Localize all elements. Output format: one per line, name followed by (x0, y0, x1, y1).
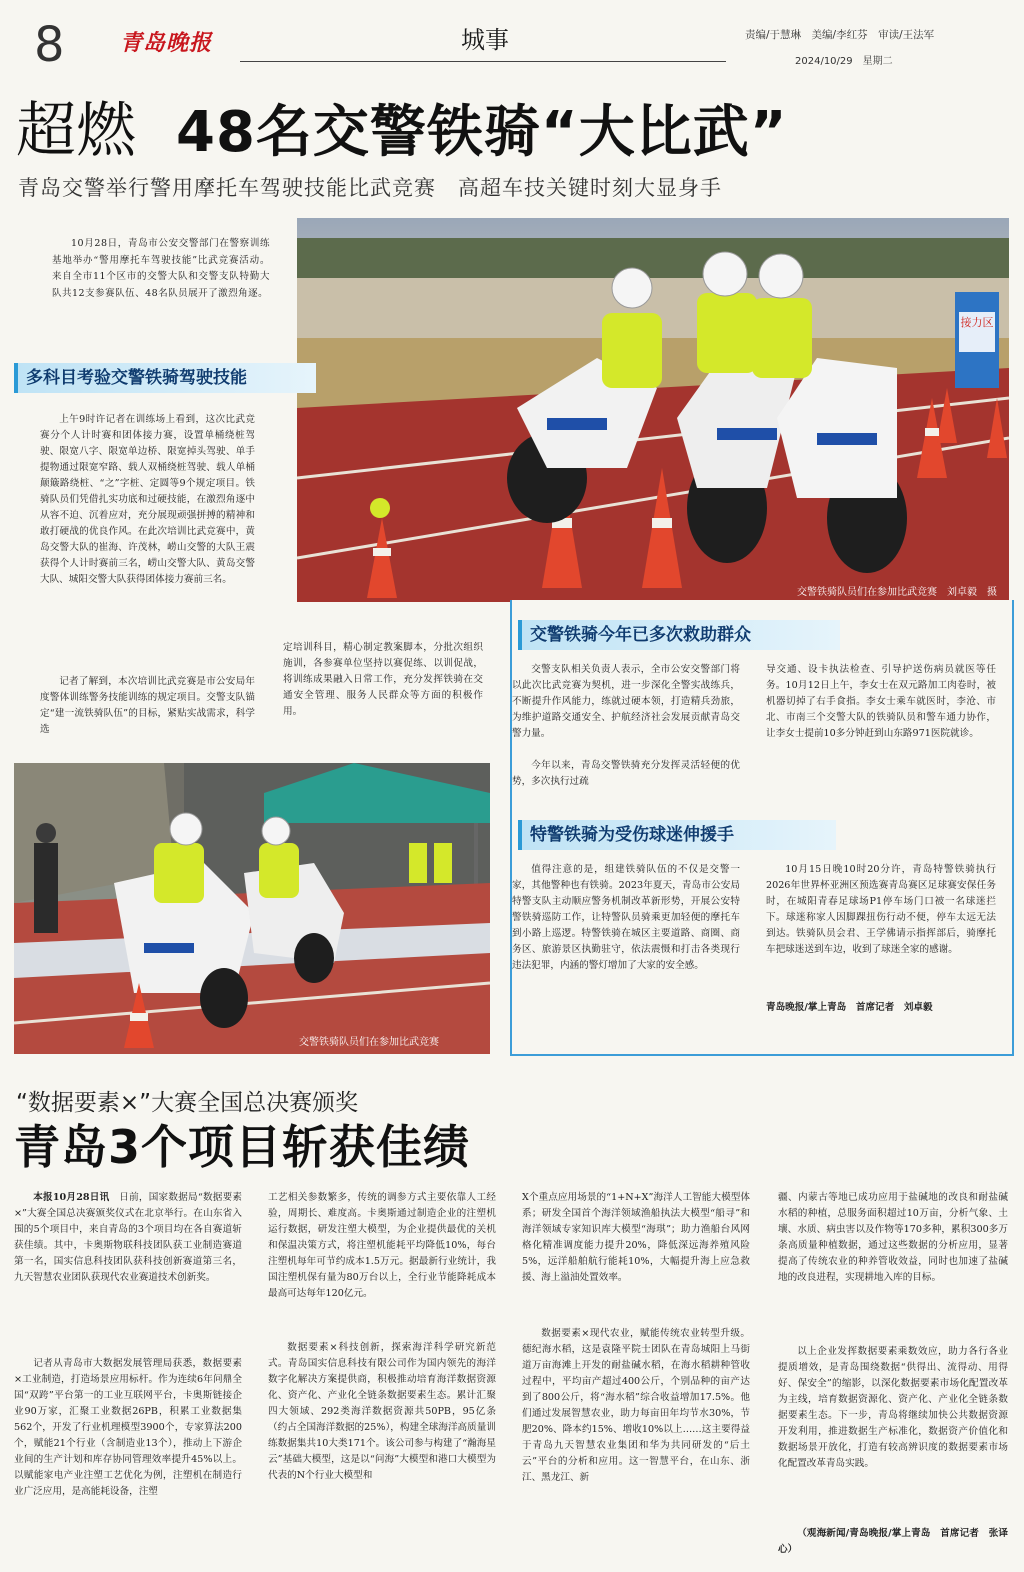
section2-para-a2: 今年以来，青岛交警铁骑充分发挥灵活轻便的优势，多次执行过疏 (512, 760, 740, 787)
headline: 48名交警铁骑“大比武” (176, 100, 788, 165)
section1-text (40, 412, 255, 674)
section2-text-a2 (512, 758, 740, 798)
section-title: 城事 (461, 26, 509, 54)
photo2-caption: 交警铁骑队员们在参加比武竞赛 (299, 1037, 439, 1048)
story2-col3-b: 数据要素×现代农业，赋能传统农业转型升级。德纪海水稻，这是袁隆平院士团队在青岛城阳上马街道万亩海滩上开发的耐盐碱水稻，在海水稻耕种管收过程中，平均亩产超过400公斤，个别品种的亩产达到了800公斤，将“海水稻”综合收益增加17.5%。他们通过发展智慧农业，助力每亩田年均节水30%，节肥20%、降本约15%、增收10%以上……这主要得益于青岛九天智慧农业集团和华为共同研发的“后土云”平台的分析和应用。这一智慧平台，在山东、浙江、黑龙江、新 (522, 1328, 750, 1483)
section3-text-b (766, 862, 996, 1000)
lead-text: 10月28日，青岛市公安交警部门在警察训练基地举办“警用摩托车驾驶技能”比武竞赛活动。来自全市11个区市的交警大队和交警支队特勤大队共12支参赛队伍、48名队员展开了激烈角逐。 (52, 238, 270, 299)
section1-para-c: 定培训科目，精心制定教案脚本，分批次组织施训，各参赛单位坚持以赛促练、以训促战，将训练成果融入日常工作，充分发挥铁骑在交通安全管理、服务人民群众等方面的积极作用。 (283, 642, 483, 717)
story2-col4-b: 以上企业发挥数据要素乘数效应，助力各行各业提质增效，是青岛围绕数据“供得出、流得动、用得好、保安全”的缩影，以深化数据要素市场化配置改革为主线，培育数据资源化、资产化、产业化全链条数据要素生态。下一步，青岛将继续加快公共数据资源开发利用，推进数据生产标准化，数据资产价值化和数据场景开放化，打造有较高辨识度的数据要素市场化配置改革青岛实践。 (778, 1346, 1008, 1469)
masthead-rule (240, 61, 726, 62)
section1-text-b (40, 674, 255, 744)
story2-byline: （观海新闻/青岛晚报/掌上青岛 首席记者 张译心） (778, 1528, 1008, 1555)
byline-story1: 青岛晚报/掌上青岛 首席记者 刘卓毅 (766, 1002, 933, 1013)
headline-kicker: 超燃 (16, 96, 136, 166)
editor-credits: 责编/于慧琳 美编/李红芬 审读/王法军 (745, 29, 935, 41)
story2-headline: 青岛3个项目斩获佳绩 (14, 1120, 471, 1174)
newspaper-logo: 青岛晚报 (120, 30, 213, 56)
story2-col1 (14, 1190, 242, 1354)
section3-byline (766, 1000, 996, 1034)
story2-col2-a: 工艺相关参数繁多，传统的调参方式主要依靠人工经验，周期长、难度高。卡奥斯通过制造企业的注塑机运行数据，研发注塑大模型，为企业提供最优的关机和保温决策方式，将注塑机能耗平均降低10%，每台注塑机每年可节约成本1.5万元。据最新行业统计，我国注塑机保有量为80万台以上，全行业节能降耗成本最高可达每年120亿元。 (268, 1192, 496, 1299)
section2-text-a (512, 662, 740, 758)
photo-training-ground (14, 763, 490, 1054)
section2-para-a: 交警支队相关负责人表示，全市公安交警部门将以此次比武竞赛为契机，进一步深化全警实战练兵，不断提升作风能力，练就过硬本领，打造精兵劲旅，为维护道路交通安全、护航经济社会发展贡献青岛交警力量。 (512, 664, 740, 739)
section1-para-b: 记者了解到，本次培训比武竞赛是市公安局年度警体训练警务技能训练的规定项目。交警支队锚定“建一流铁骑队伍”的目标，紧贴实战需求，科学选 (40, 676, 255, 735)
sign-text: 接力区 (960, 316, 994, 329)
photo2-illustration (14, 763, 490, 1054)
section1-para-a: 上午9时许记者在训练场上看到，这次比武竞赛分个人计时赛和团体接力赛，设置单桶绕桩驾驶、限宽八字、限宽单边桥、限宽掉头驾驶、单手提物通过限宽窄路、载人双桶绕桩驾驶、载人单桶颠簸路绕桩、“之”字桩、定圆等9个规定项目。铁骑队员们凭借扎实功底和过硬技能，在激烈角逐中从容不迫、沉着应对，充分展现顽强拼搏的精神和敢打硬战的优良作风。在此次培训比武竞赛中，黄岛交警大队的崔海、许茂林，崂山交警的大队王震获得个人计时赛前三名，崂山交警大队、黄岛交警大队、城阳交警大队获得团体接力赛前三名。 (40, 414, 255, 585)
photo-illustration (297, 218, 1009, 602)
lead-paragraph (52, 236, 270, 302)
story2-col2 (268, 1190, 496, 1336)
section2-text-b (766, 662, 996, 802)
section3-text-a (512, 862, 740, 1032)
issue-date: 2024/10/29 星期二 (795, 56, 893, 67)
story2-col4b (778, 1344, 1008, 1522)
story2-col1-a: 日前，国家数据局“数据要素×”大赛全国总决赛颁奖仪式在北京举行。在山东省入围的5个项目中，来自青岛的3个项目均在各自赛道斩获佳绩。其中，卡奥斯物联科技团队获工业制造赛道第一名，国实信息科技团队获科技创新赛道第三名，九天智慧农业团队获现代农业赛道技术创新奖。 (14, 1192, 242, 1283)
story2-col4-a: 疆、内蒙古等地已成功应用于盐碱地的改良和耐盐碱水稻的种植，总服务面积超过10万亩，分析气象、土壤、水质、病虫害以及作物等170多种，累积300多万条高质量种植数据，通过这些数据的分析应用，显著提高了传统农业的种养管收效益，同时也加速了盐碱地的改良进程，实现耕地入库的目标。 (778, 1192, 1008, 1283)
subhead-skills: 多科目考验交警铁骑驾驶技能 (14, 363, 316, 393)
section3-para-b: 10月15日晚10时20分许，青岛特警铁骑执行2026年世界杯亚洲区预选赛青岛赛区足球赛安保任务时，在城阳青春足球场P1停车场门口被一名球迷拦下。球迷称家人因脚踝扭伤行动不便，停车太远无法到达。铁骑队员会君、王学佛请示指挥部后，骑摩托车把球迷送到车边，收到了球迷全家的感谢。 (766, 864, 996, 955)
story2-col3 (522, 1190, 750, 1320)
subhead-rescue: 交警铁骑今年已多次救助群众 (518, 620, 840, 650)
story2-col1-b: 记者从青岛市大数据发展管理局获悉，数据要素×工业制造，打造场景应用标杆。作为连续6年问鼎全国“双跨”平台第一的工业互联网平台，卡奥斯链接企业90万家，汇聚工业数据26PB，积累工业数据集562个，开发了行业机理模型3900个，专家算法200个，赋能21个行业（含制造业13个），推动上下游企业间的生产计划和库存协同管理效率提升45%以上。以赋能家电产业注塑工艺优化为例，注塑机在制造行业广泛应用，是高能耗设备，注塑 (14, 1358, 242, 1497)
section1-text-c (283, 640, 483, 744)
story2-col2b (268, 1340, 496, 1568)
photo-motorcycle-riders (297, 218, 1009, 602)
dateline: 本报10月28日讯 (33, 1192, 110, 1203)
subheadline: 青岛交警举行警用摩托车驾驶技能比武竞赛 高超车技关键时刻大显身手 (18, 176, 722, 200)
story2-col3-a: X个重点应用场景的“1+N+X”海洋人工智能大模型体系；研发全国首个海洋领域渔船执法大模型“船寻”和海洋领域专家知识库大模型“海琪”；助力渔船台风网格化精准调度能力提升20%，降低深远海养殖风险5%，远洋船舶航行能耗10%，大幅提升海上应急救援、海上溢油处置效率。 (522, 1192, 750, 1283)
story2-col4 (778, 1190, 1008, 1338)
section3-para-a: 值得注意的是，组建铁骑队伍的不仅是交警一家，其他警种也有铁骑。2023年夏天，青岛市公安局特警支队主动顺应警务机制改革新形势，开展公安特警铁骑巡防工作，让特警队员骑乘更加轻便的摩托车到小路上巡逻。特警铁骑在城区主要道路、商圈、商务区、旅游景区执勤驻守，依法震慑和打击各类现行违法犯罪，内涵的警灯增加了大家的安全感。 (512, 864, 740, 971)
subhead-fans: 特警铁骑为受伤球迷伸援手 (518, 820, 836, 850)
story2-pre-headline: “数据要素×”大赛全国总决赛颁奖 (16, 1090, 359, 1116)
story2-col1b (14, 1356, 242, 1568)
section2-para-b: 导交通、设卡执法检查、引导护送伤病员就医等任务。10月12日上午，李女士在双元路加工肉卷时，被机器切掉了右手食指。李女士乘车就医时，李沧、市北、市南三个交警大队的铁骑队员和警车通力协作，让李女士提前10多分钟赶到山东路971医院就诊。 (766, 664, 996, 739)
page-number: 8 (34, 17, 65, 73)
photo1-caption: 交警铁骑队员们在参加比武竞赛 刘卓毅 摄 (797, 587, 997, 598)
story2-col3b (522, 1326, 750, 1568)
story2-col2-b: 数据要素×科技创新，探索海洋科学研究新范式。青岛国实信息科技有限公司作为国内领先的海洋数字化解决方案提供商，积极推动培育海洋数据资源化、资产化、产业化全链条数据要素生态。累计汇聚四大领域、292类海洋数据资源共50PB，95亿条（约占全国海洋数据的25%），构建全球海洋高质量训练数据集共10大类171个。该公司参与构建了“瀚海星云”基础大模型，这是以“问海”大模型和港口大模型为代表的N个行业大模型和 (268, 1342, 496, 1481)
